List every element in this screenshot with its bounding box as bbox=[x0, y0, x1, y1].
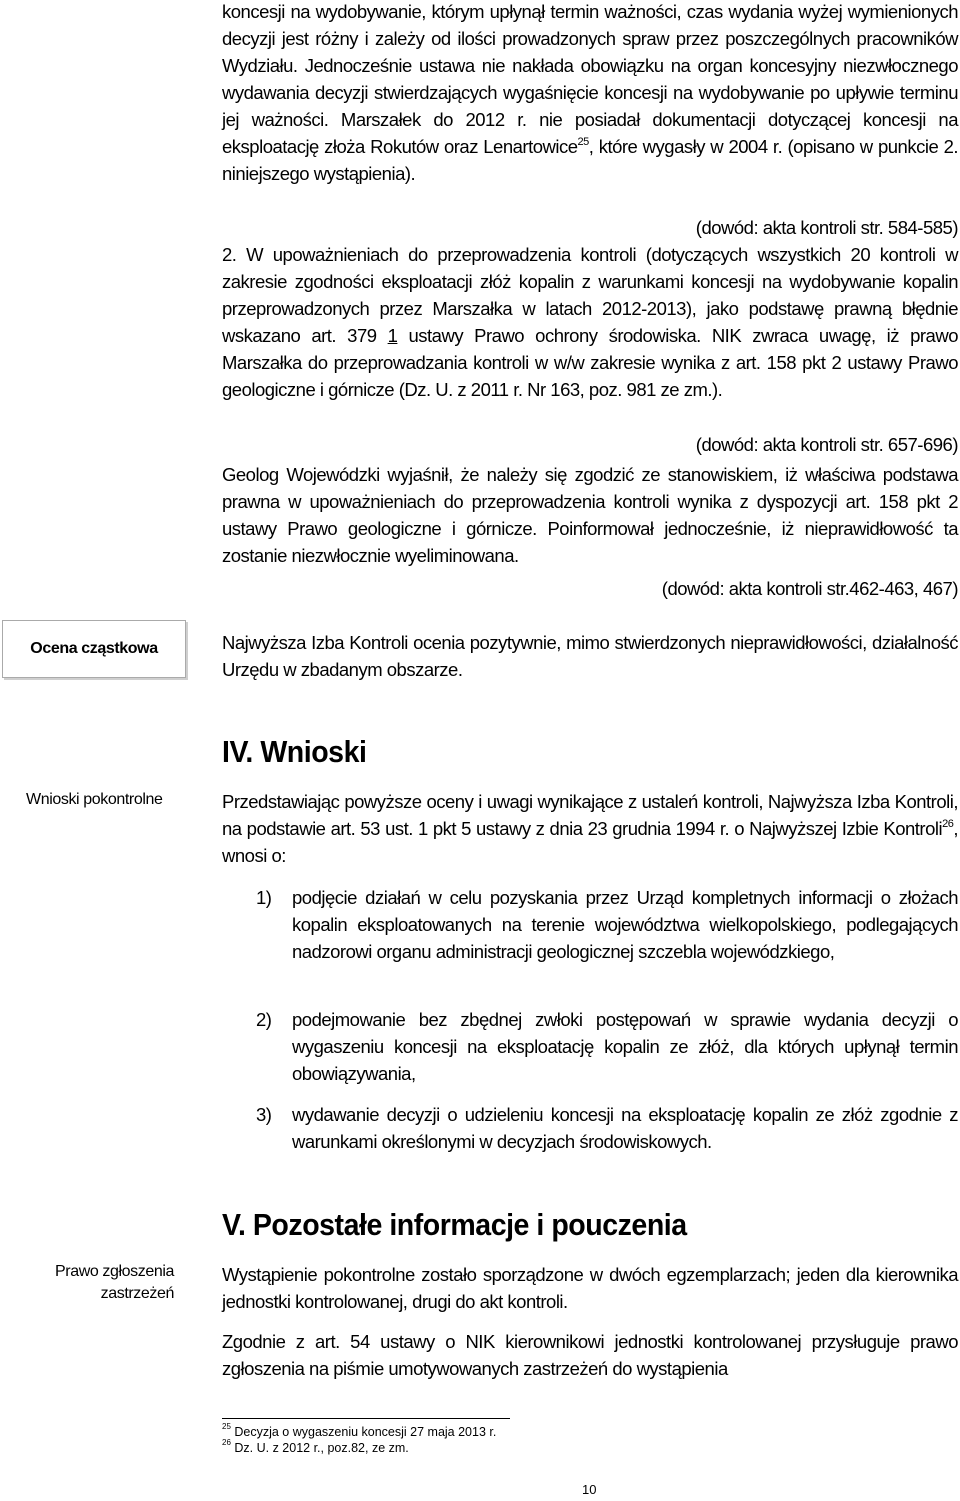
footnote-text: Decyzja o wygaszeniu koncesji 27 maja 2013 r. bbox=[230, 1425, 497, 1439]
list-number: 2) bbox=[256, 1009, 272, 1030]
footnote bbox=[222, 1437, 409, 1456]
paragraph-ocena: Najwyższa Izba Kontroli ocenia pozytywnie, mimo stwierdzonych nieprawidłowości, działalność Urzędu w zbadanym obszarze. bbox=[222, 632, 958, 680]
paragraph-text-tail: , wnosi o: bbox=[222, 818, 958, 866]
paragraph-text: Przedstawiając powyższe oceny i uwagi wynikające z ustaleń kontroli, Najwyższa Izba Kontroli, na podstawie art. 53 ust. 1 pkt 5 ustawy z dnia 23 grudnia 1994 r. o Najwyższej Izbie Kontroli bbox=[222, 791, 958, 839]
page-number: 10 bbox=[582, 1482, 597, 1497]
evidence-reference: (dowód: akta kontroli str. 657-696) bbox=[695, 434, 958, 455]
paragraph-text-tail: , które wygasły w 2004 r. (opisano w punkcie 2. niniejszego wystąpienia). bbox=[222, 136, 958, 184]
paragraph-koncesje bbox=[222, 0, 958, 187]
footnote-number: 26 bbox=[222, 1437, 231, 1447]
paragraph-geolog: Geolog Wojewódzki wyjaśnił, że należy się zgodzić ze stanowiskiem, iż właściwa podstawa prawna w upoważnieniach do przeprowadzenia kontroli wynika z dyspozycji art. 158 pkt 2 ustawy Prawo geologiczne i górnicze. Poinformował jednocześnie, iż nieprawidłowość ta zostanie niezwłocznie wyeliminowana. bbox=[222, 464, 958, 566]
section-heading-pozostale: V. Pozostałe informacje i pouczenia bbox=[222, 1207, 687, 1242]
footnote-text: Dz. U. z 2012 r., poz.82, ze zm. bbox=[230, 1441, 409, 1455]
list-item bbox=[256, 1006, 958, 1087]
list-text: wydawanie decyzji o udzieleniu koncesji na eksploatację kopalin ze złóż zgodnie z warunkami określonymi w decyzjach środowiskowych. bbox=[292, 1104, 958, 1152]
footnote bbox=[222, 1421, 497, 1440]
paragraph-superscript-underlined: 1 bbox=[387, 325, 398, 346]
list-text: podjęcie działań w celu pozyskania przez Urząd kompletnych informacji o złożach kopalin eksploatowanych na terenie województwa wielkopolskiego, podlegających nadzorowi organu administracji geologicznej szczebla wojewódzkiego, bbox=[292, 887, 958, 962]
side-label-ocena: Ocena cząstkowa bbox=[2, 620, 186, 678]
footnote-divider bbox=[222, 1418, 510, 1419]
section-heading-wnioski: IV. Wnioski bbox=[222, 734, 367, 769]
paragraph-text-tail: ustawy Prawo ochrony środowiska. NIK zwraca uwagę, iż prawo Marszałka do przeprowadzania kontroli w w/w zakresie wynika z art. 158 pkt 2 ustawy Prawo geologiczne i górnicze (Dz. U. z 2011 r. Nr 163, poz. 981 ze zm.). bbox=[222, 325, 958, 400]
side-label-prawo: Prawo zgłoszenia zastrzeżeń bbox=[55, 1263, 174, 1302]
paragraph-text: 2. W upoważnieniach do przeprowadzenia kontroli (dotyczących wszystkich 20 kontroli w zakresie zgodności eksploatacji złóż kopalin z warunkami koncesji na wydobywanie kopalin przeprowadzonych przez Marszałka w latach 2012-2013), jako podstawę prawną błędnie wskazano art. 379 bbox=[222, 244, 958, 346]
list-text: podejmowanie bez zbędnej zwłoki postępowań w sprawie wydania decyzji o wygaszeniu koncesji na eksploatację kopalin ze złóż, dla których upłynął termin obowiązywania, bbox=[292, 1009, 958, 1084]
paragraph-upowaznienia bbox=[222, 241, 958, 403]
paragraph-wnioski-intro bbox=[222, 788, 958, 869]
paragraph-text: koncesji na wydobywanie, którym upłynął termin ważności, czas wydania wyżej wymienionych decyzji jest różny i zależy od ilości prowadzonych spraw przez poszczególnych pracowników Wydziału. Jednocześnie ustawa nie nakłada obowiązku na organ koncesyjny niezwłocznego wydawania decyzji stwierdzających wygaśnięcie koncesji na wydobywanie po upływie terminu jej ważności. Marszałek do 2012 r. nie posiadał dokumentacji dotyczącej koncesji na eksploatację złoża Rokutów oraz Lenartowice bbox=[222, 1, 958, 157]
side-label-wnioski: Wnioski pokontrolne bbox=[26, 791, 163, 808]
list-number: 1) bbox=[256, 887, 272, 908]
evidence-reference: (dowód: akta kontroli str.462-463, 467) bbox=[661, 578, 958, 599]
list-number: 3) bbox=[256, 1104, 272, 1125]
paragraph-zastrzezenia: Zgodnie z art. 54 ustawy o NIK kierownikowi jednostki kontrolowanej przysługuje prawo zgłoszenia na piśmie umotywowanych zastrzeżeń do wystąpienia bbox=[222, 1331, 958, 1379]
list-item bbox=[256, 1101, 958, 1155]
list-item bbox=[256, 884, 958, 965]
paragraph-egzemplarze: Wystąpienie pokontrolne zostało sporządzone w dwóch egzemplarzach; jeden dla kierownika jednostki kontrolowanej, drugi do akt kontroli. bbox=[222, 1264, 958, 1312]
footnote-ref-26[interactable]: 26 bbox=[942, 817, 954, 830]
footnote-ref-25[interactable]: 25 bbox=[577, 135, 589, 148]
evidence-reference: (dowód: akta kontroli str. 584-585) bbox=[695, 217, 958, 238]
footnote-number: 25 bbox=[222, 1421, 231, 1431]
